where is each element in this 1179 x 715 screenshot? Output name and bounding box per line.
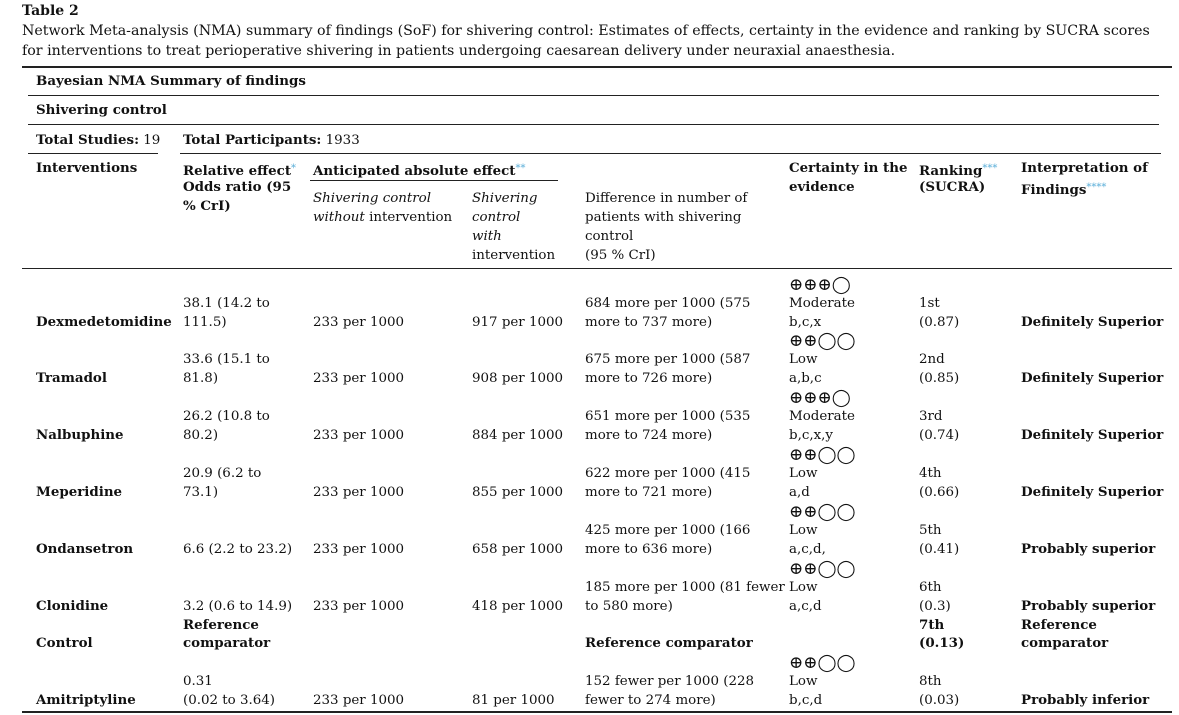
star-anticipated: ** <box>515 163 526 174</box>
difference-line-1: 425 more per 1000 (166 <box>585 523 751 538</box>
certainty-symbol: ⊕⊕⊕◯ <box>789 275 851 295</box>
ranking-line-2: (0.13) <box>919 635 965 651</box>
with-value: 658 per 1000 <box>472 542 564 557</box>
ranking-line-1: 4th <box>919 466 942 481</box>
without-value: 233 per 1000 <box>313 315 405 330</box>
certainty-symbol: ⊕⊕◯◯ <box>789 502 856 522</box>
interpretation: Probably superior <box>1021 598 1156 614</box>
certainty-line-1: Low <box>789 674 818 689</box>
total-participants-value: 1933 <box>325 133 360 148</box>
total-studies-value: 19 <box>143 133 161 148</box>
certainty-symbol: ⊕⊕◯◯ <box>789 653 856 673</box>
difference-line-1: 675 more per 1000 (587 <box>585 352 751 367</box>
without-value: 233 per 1000 <box>313 599 405 614</box>
interpretation: Probably inferior <box>1021 692 1150 708</box>
ranking-line-1: 5th <box>919 523 942 538</box>
ranking-line-1: 7th <box>919 617 945 633</box>
certainty-line-2: a,b,c <box>789 371 822 386</box>
ranking-line-2: (0.41) <box>919 542 960 557</box>
top-rule <box>22 66 1172 68</box>
interpretation: Definitely Superior <box>1021 370 1164 386</box>
rule-outcome <box>28 124 1159 125</box>
interpretation-line-2: comparator <box>1021 635 1109 651</box>
without-value: 233 per 1000 <box>313 371 405 386</box>
header-relative-sub-1: Odds ratio (95 <box>183 179 292 195</box>
certainty-symbol: ⊕⊕◯◯ <box>789 331 856 351</box>
certainty-line-1: Low <box>789 352 818 367</box>
difference-line-1: 622 more per 1000 (415 <box>585 466 751 481</box>
without-value: 233 per 1000 <box>313 485 405 500</box>
with-value: 884 per 1000 <box>472 428 564 443</box>
difference-line-1: 651 more per 1000 (535 <box>585 409 751 424</box>
relative-line-2: comparator <box>183 635 271 651</box>
ranking-line-2: (0.3) <box>919 599 951 614</box>
certainty-line-2: b,c,d <box>789 693 823 708</box>
summary-title: Bayesian NMA Summary of findings <box>36 73 306 89</box>
certainty-line-2: b,c,x,y <box>789 428 833 443</box>
difference-line-1: 185 more per 1000 (81 fewer <box>585 580 785 595</box>
with-value: 418 per 1000 <box>472 599 564 614</box>
total-studies-label: Total Studies: <box>36 132 140 148</box>
difference-line-2: more to 721 more) <box>585 485 713 500</box>
header-without-italic: without <box>313 210 365 225</box>
header-relative-sub-2: % CrI) <box>183 198 231 214</box>
certainty-symbol: ⊕⊕◯◯ <box>789 559 856 579</box>
header-without-plain: intervention <box>369 210 453 225</box>
difference-line-2: more to 726 more) <box>585 371 713 386</box>
total-participants <box>183 131 360 150</box>
rule-totals-left <box>28 153 158 154</box>
ranking-line-1: 3rd <box>919 409 943 424</box>
header-ranking-text: Ranking <box>919 163 983 179</box>
total-participants-label: Total Participants: <box>183 132 322 148</box>
with-value: 908 per 1000 <box>472 371 564 386</box>
intervention-name: Ondansetron <box>36 541 134 557</box>
certainty-line-1: Low <box>789 580 818 595</box>
without-value: 233 per 1000 <box>313 542 405 557</box>
difference-line-2: more to 636 more) <box>585 542 713 557</box>
certainty-line-1: Low <box>789 466 818 481</box>
certainty-line-1: Moderate <box>789 409 855 424</box>
table-label: Table 2 <box>22 3 79 19</box>
relative-line-1: 20.9 (6.2 to <box>183 466 262 481</box>
header-without-1: Shivering control <box>313 191 432 206</box>
certainty-line-1: Low <box>789 523 818 538</box>
rule-summary <box>28 95 1159 96</box>
intervention-name: Meperidine <box>36 484 123 500</box>
total-studies <box>36 131 160 150</box>
relative-line-2: 111.5) <box>183 315 227 330</box>
header-ranking-sub: (SUCRA) <box>919 179 986 195</box>
intervention-name: Nalbuphine <box>36 427 124 443</box>
certainty-symbol: ⊕⊕⊕◯ <box>789 388 851 408</box>
difference-line-1: 684 more per 1000 (575 <box>585 296 751 311</box>
difference-line-2: more to 724 more) <box>585 428 713 443</box>
header-with-3: with <box>472 229 502 244</box>
header-findings-text: Findings <box>1021 182 1087 198</box>
certainty-line-2: a,c,d, <box>789 542 826 557</box>
ranking-line-2: (0.66) <box>919 485 960 500</box>
difference-line-1: Reference comparator <box>585 635 753 651</box>
difference-line-2: to 580 more) <box>585 599 673 614</box>
relative-line-1: 38.1 (14.2 to <box>183 296 270 311</box>
rule-header-bottom <box>22 268 1172 269</box>
relative-line-2: (0.02 to 3.64) <box>183 693 276 708</box>
relative-line-1: 26.2 (10.8 to <box>183 409 270 424</box>
rule-header-right <box>583 153 1161 154</box>
ranking-line-2: (0.87) <box>919 315 960 330</box>
interpretation-line-1: Reference <box>1021 617 1097 633</box>
header-certainty-2: evidence <box>789 179 855 195</box>
relative-line-1: 6.6 (2.2 to 23.2) <box>183 542 293 557</box>
relative-line-1: 3.2 (0.6 to 14.9) <box>183 599 293 614</box>
intervention-name: Tramadol <box>36 370 107 386</box>
star-relative: * <box>291 163 297 174</box>
interpretation: Definitely Superior <box>1021 314 1164 330</box>
certainty-symbol: ⊕⊕◯◯ <box>789 445 856 465</box>
certainty-line-2: a,c,d <box>789 599 822 614</box>
header-difference-1: Difference in number of <box>585 191 748 206</box>
intervention-name: Control <box>36 635 93 651</box>
header-certainty-1: Certainty in the <box>789 160 908 176</box>
relative-line-1: Reference <box>183 617 259 633</box>
header-with-2: control <box>472 210 521 225</box>
relative-line-2: 81.8) <box>183 371 219 386</box>
interpretation: Definitely Superior <box>1021 484 1164 500</box>
without-value: 233 per 1000 <box>313 693 405 708</box>
header-difference-4: (95 % CrI) <box>585 248 656 263</box>
header-relative-text: Relative effect <box>183 163 292 179</box>
interpretation: Probably superior <box>1021 541 1156 557</box>
ranking-line-1: 2nd <box>919 352 945 367</box>
interpretation: Definitely Superior <box>1021 427 1164 443</box>
outcome-title: Shivering control <box>36 102 167 118</box>
ranking-line-2: (0.85) <box>919 371 960 386</box>
relative-line-2: 73.1) <box>183 485 219 500</box>
ranking-line-2: (0.74) <box>919 428 960 443</box>
ranking-line-1: 1st <box>919 296 940 311</box>
certainty-line-2: b,c,x <box>789 315 822 330</box>
relative-line-1: 0.31 <box>183 674 213 689</box>
header-with-4: intervention <box>472 248 556 263</box>
with-value: 855 per 1000 <box>472 485 564 500</box>
relative-line-1: 33.6 (15.1 to <box>183 352 270 367</box>
table-caption: Network Meta-analysis (NMA) summary of findings (SoF) for shivering control: Estimates of effects, certainty in the evidence and ranking by SUCRA scores for interventions to treat perioperative shivering in patients undergoing caesarean delivery under neuraxial anaesthesia. <box>22 23 1150 59</box>
header-with-1: Shivering <box>472 191 538 206</box>
header-interpretation: Interpretation of <box>1021 160 1148 176</box>
difference-line-1: 152 fewer per 1000 (228 <box>585 674 755 689</box>
without-value: 233 per 1000 <box>313 428 405 443</box>
header-interventions: Interventions <box>36 160 138 176</box>
star-ranking: *** <box>982 163 998 174</box>
bottom-rule <box>22 711 1172 713</box>
intervention-name: Dexmedetomidine <box>36 314 172 330</box>
certainty-line-1: Moderate <box>789 296 855 311</box>
header-without-2 <box>313 208 452 227</box>
ranking-line-2: (0.03) <box>919 693 960 708</box>
relative-line-2: 80.2) <box>183 428 219 443</box>
difference-line-2: more to 737 more) <box>585 315 713 330</box>
with-value: 917 per 1000 <box>472 315 564 330</box>
difference-line-2: fewer to 274 more) <box>585 693 716 708</box>
ranking-line-1: 8th <box>919 674 942 689</box>
header-difference-2: patients with shivering <box>585 210 742 225</box>
with-value: 81 per 1000 <box>472 693 555 708</box>
header-anticipated <box>313 159 525 181</box>
intervention-name: Amitriptyline <box>36 692 136 708</box>
ranking-line-1: 6th <box>919 580 942 595</box>
certainty-line-2: a,d <box>789 485 810 500</box>
intervention-name: Clonidine <box>36 598 109 614</box>
header-findings <box>1021 178 1106 200</box>
header-difference-3: control <box>585 229 634 244</box>
star-findings: **** <box>1086 182 1107 193</box>
header-anticipated-text: Anticipated absolute effect <box>313 163 516 179</box>
